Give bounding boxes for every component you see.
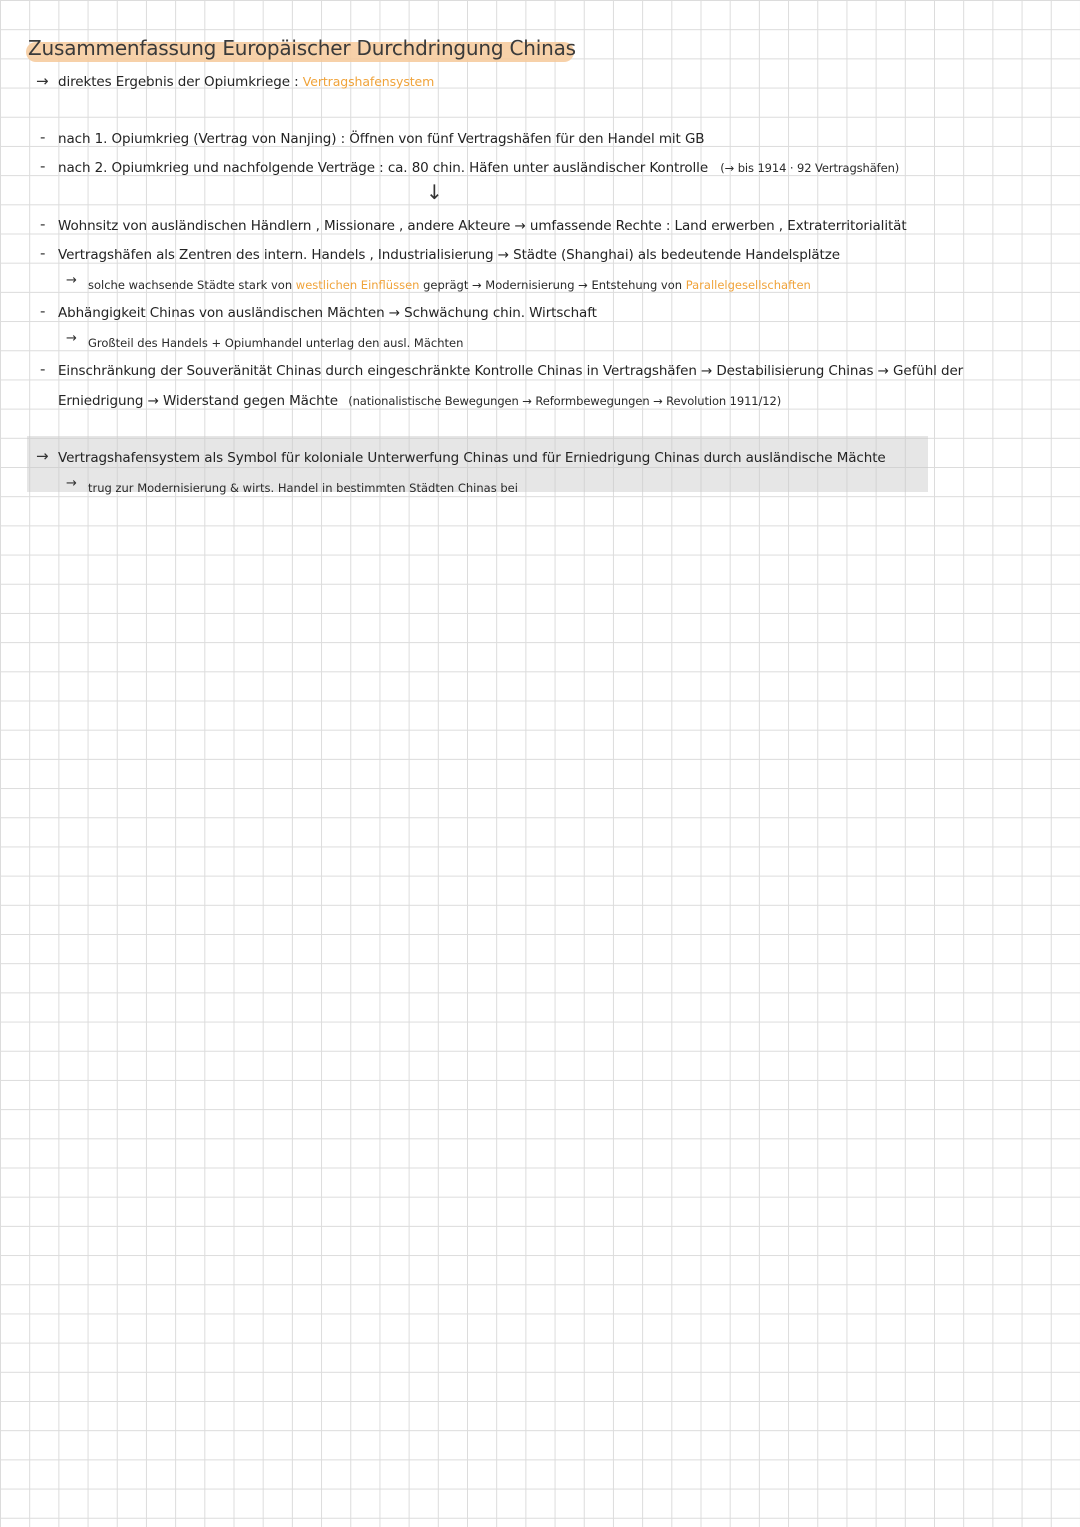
point-2-main: nach 2. Opiumkrieg und nachfolgende Verträge : ca. 80 chin. Häfen unter ausländischer Kontrolle [58, 160, 709, 176]
conclusion-sub: trug zur Modernisierung & wirts. Handel in bestimmten Städten Chinas bei [88, 481, 518, 495]
dash-bullet: - [40, 128, 46, 146]
dash-bullet: - [40, 302, 46, 320]
arrow-icon: → [66, 476, 77, 491]
title-block [28, 36, 576, 60]
point-6-line-2 [58, 393, 781, 409]
arrow-icon: → [36, 72, 49, 90]
dash-bullet: - [40, 244, 46, 262]
point-2 [58, 160, 899, 176]
intro-line [58, 74, 434, 90]
arrow-icon: → [36, 447, 49, 465]
arrow-icon: → [66, 273, 77, 288]
point-5-sub: Großteil des Handels + Opiumhandel unterlag den ausl. Mächten [88, 336, 464, 350]
point-6-line-2-note: (nationalistische Bewegungen → Reformbewegungen → Revolution 1911/12) [348, 394, 782, 408]
point-6-line-1: Einschränkung der Souveränität Chinas durch eingeschränkte Kontrolle Chinas in Vertragshäfen → Destabilisierung Chinas → Gefühl der [58, 363, 964, 379]
down-arrow-icon: ↓ [426, 180, 443, 204]
point-3: Wohnsitz von ausländischen Händlern , Missionare , andere Akteure → umfassende Rechte : Land erwerben , Extraterritorialität [58, 218, 907, 234]
dash-bullet: - [40, 215, 46, 233]
arrow-icon: → [66, 331, 77, 346]
point-4-sub-highlight-1: westlichen Einflüssen [295, 278, 420, 292]
conclusion-main: Vertragshafensystem als Symbol für koloniale Unterwerfung Chinas und für Erniedrigung Chinas durch ausländische Mächte [58, 450, 886, 466]
point-5: Abhängigkeit Chinas von ausländischen Mächten → Schwächung chin. Wirtschaft [58, 305, 597, 321]
page-title: Zusammenfassung Europäischer Durchdringung Chinas [28, 36, 576, 60]
dash-bullet: - [40, 360, 46, 378]
point-2-note: (→ bis 1914 · 92 Vertragshäfen) [720, 161, 900, 175]
intro-highlight: Vertragshafensystem [302, 74, 435, 89]
point-4-sub [88, 278, 811, 292]
dash-bullet: - [40, 157, 46, 175]
point-4-sub-highlight-2: Parallelgesellschaften [685, 278, 811, 292]
point-1: nach 1. Opiumkrieg (Vertrag von Nanjing) : Öffnen von fünf Vertragshäfen für den Handel mit GB [58, 131, 705, 147]
point-6-line-2-main: Erniedrigung → Widerstand gegen Mächte [58, 393, 339, 409]
intro-prefix: direktes Ergebnis der Opiumkriege : [58, 74, 299, 90]
point-4: Vertragshäfen als Zentren des intern. Handels , Industrialisierung → Städte (Shanghai) als bedeutende Handelsplätze [58, 247, 840, 263]
point-4-sub-text-b: geprägt → Modernisierung → Entstehung von [423, 278, 683, 292]
point-4-sub-text-a: solche wachsende Städte stark von [88, 278, 293, 292]
